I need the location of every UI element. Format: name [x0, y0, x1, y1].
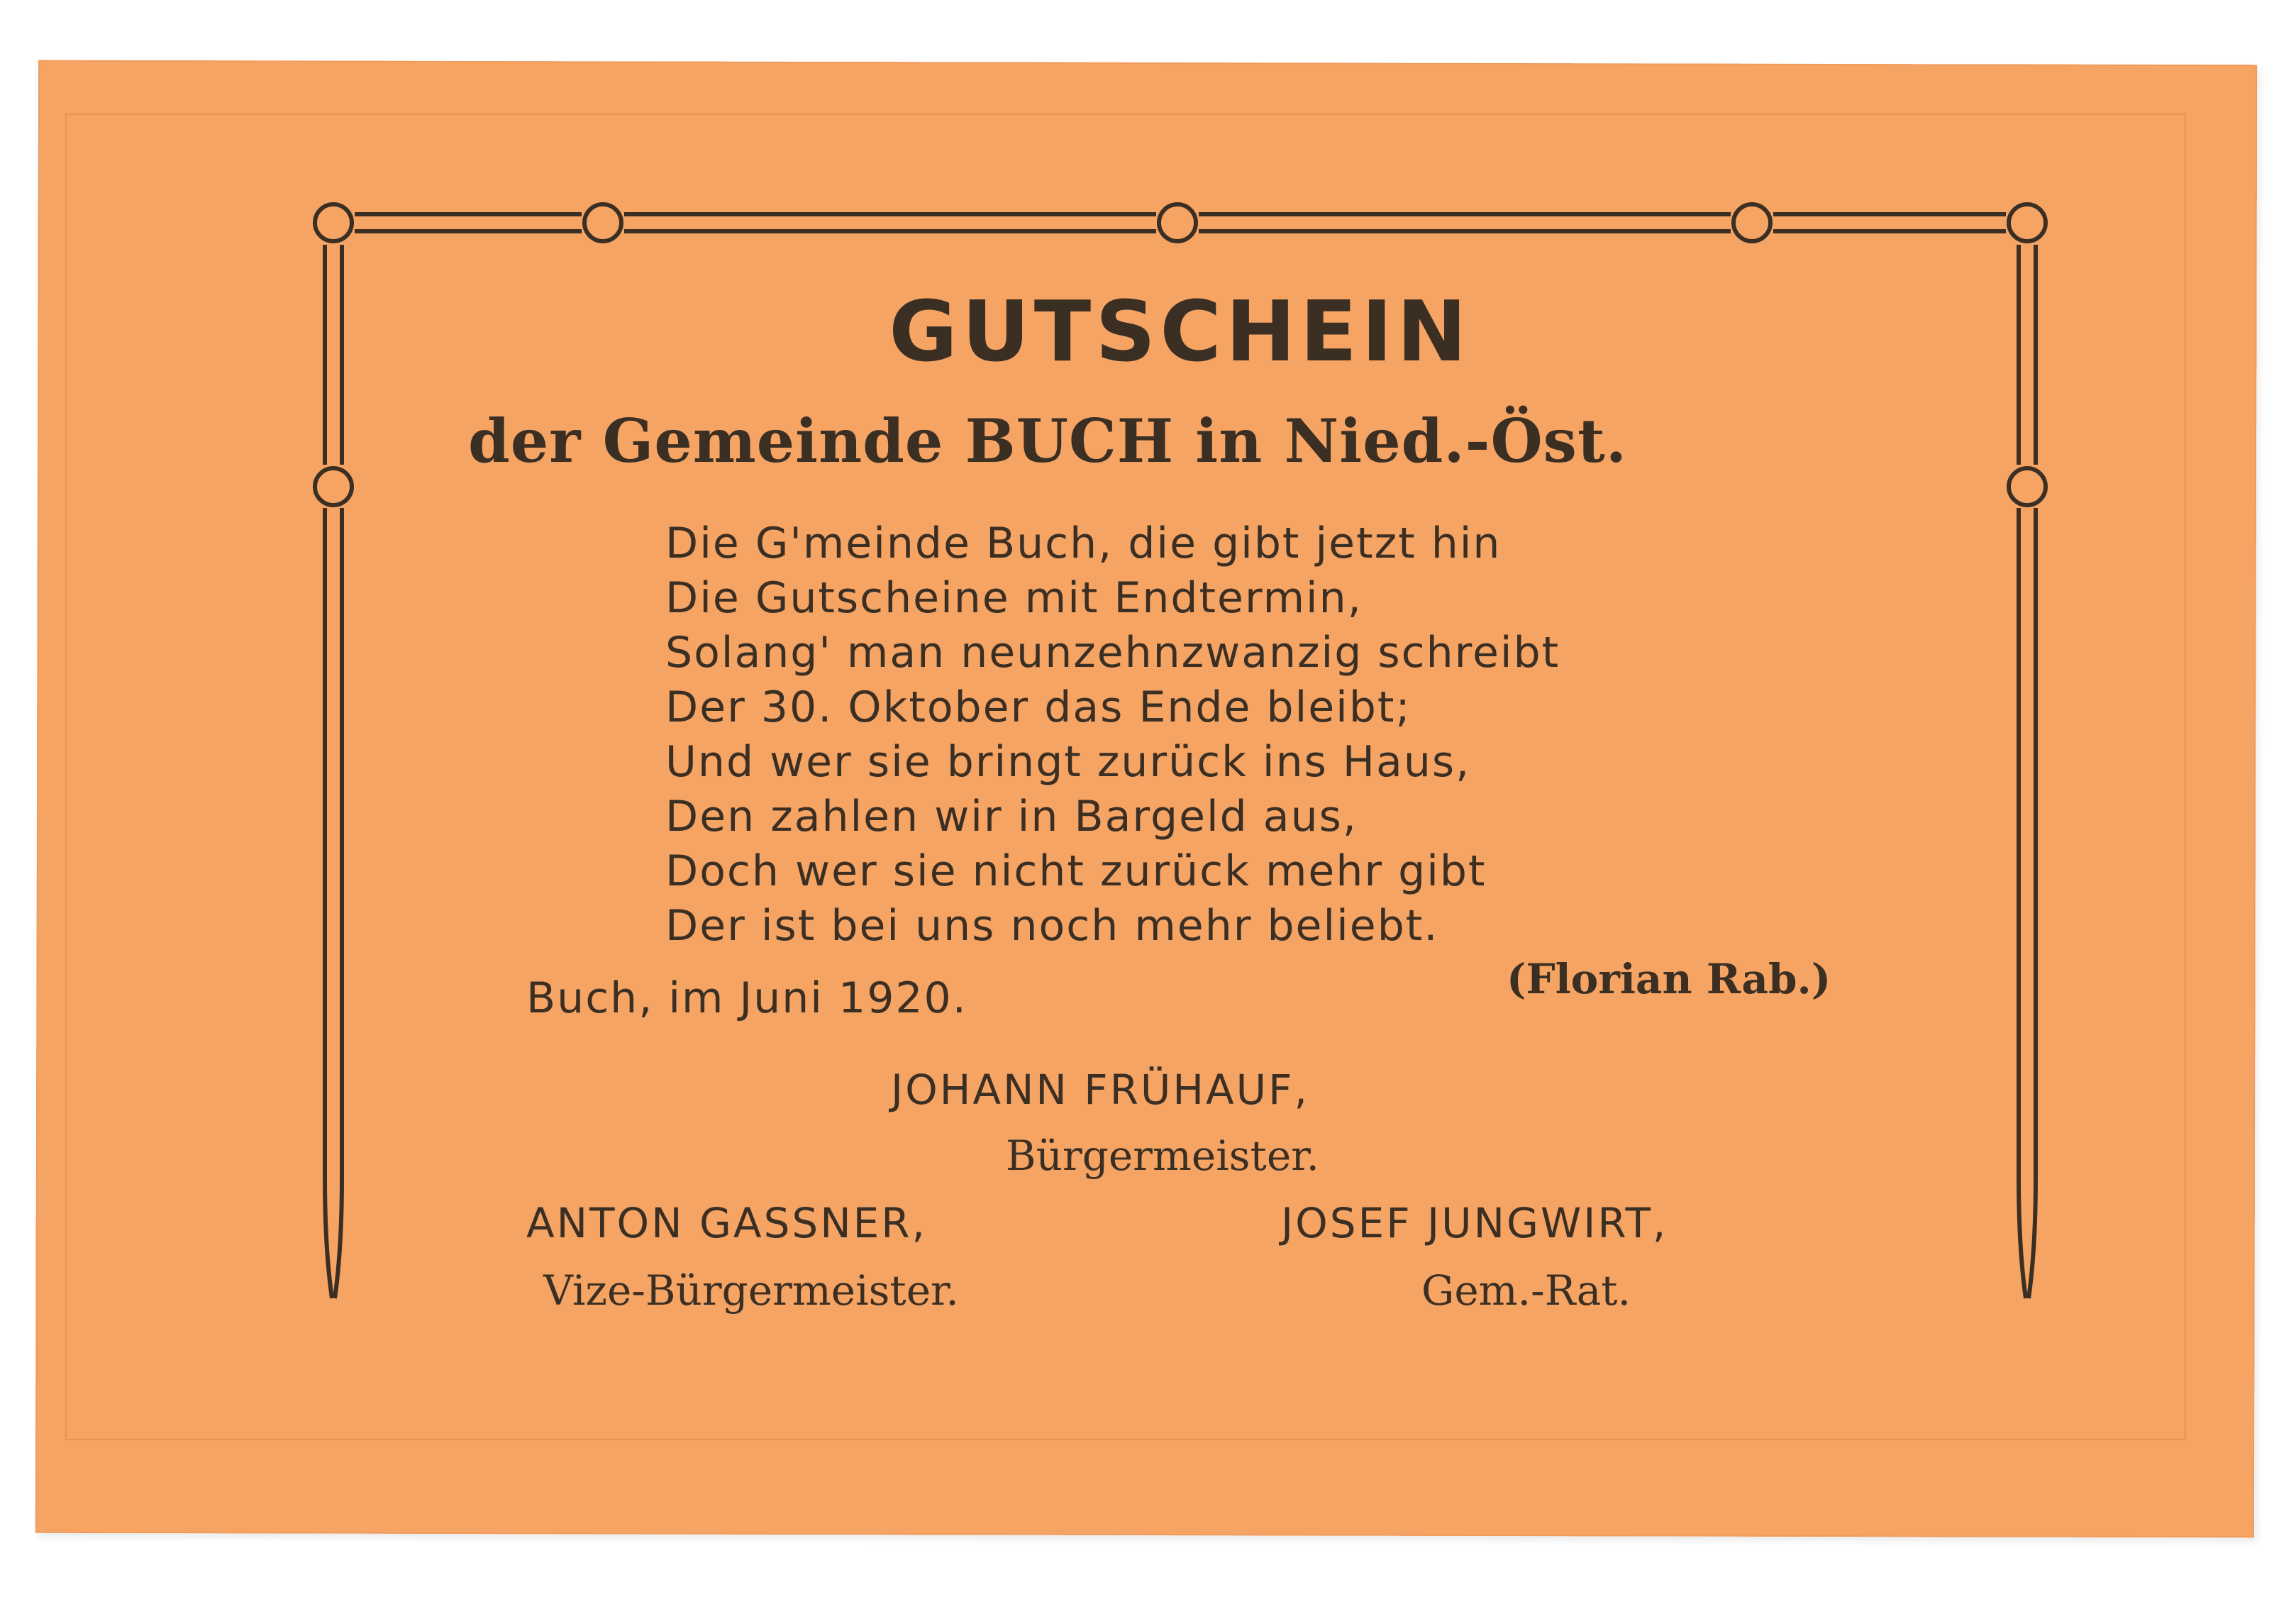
poem-line: Der ist bei uns noch mehr beliebt. — [665, 901, 1439, 951]
poem-line: Doch wer sie nicht zurück mehr gibt — [665, 846, 1487, 896]
signatory-vice-mayor-name: ANTON GASSNER, — [526, 1199, 927, 1247]
signatory-mayor-name: JOHANN FRÜHAUF, — [891, 1066, 1309, 1114]
poem-line: Die Gutscheine mit Endtermin, — [665, 573, 1363, 623]
voucher-title: GUTSCHEIN — [889, 282, 1471, 380]
poem — [665, 516, 1560, 954]
place-date: Buch, im Juni 1920. — [526, 973, 967, 1023]
poem-line: Den zahlen wir in Bargeld aus, — [665, 792, 1358, 841]
voucher-subtitle: der Gemeinde BUCH in Nied.-Öst. — [468, 406, 1628, 476]
signatory-mayor-role: Bürgermeister. — [1006, 1132, 1319, 1180]
poem-line: Die G'meinde Buch, die gibt jetzt hin — [665, 519, 1502, 568]
signatory-vice-mayor-role: Vize-Bürgermeister. — [543, 1266, 959, 1315]
signatory-councillor-role: Gem.-Rat. — [1421, 1266, 1631, 1315]
poem-author: (Florian Rab.) — [1507, 955, 1831, 1003]
signatory-councillor-name: JOSEF JUNGWIRT, — [1281, 1199, 1668, 1247]
poem-line: Solang' man neunzehnzwanzig schreibt — [665, 628, 1560, 678]
poem-line: Der 30. Oktober das Ende bleibt; — [665, 683, 1412, 732]
poem-line: Und wer sie bringt zurück ins Haus, — [665, 737, 1471, 787]
